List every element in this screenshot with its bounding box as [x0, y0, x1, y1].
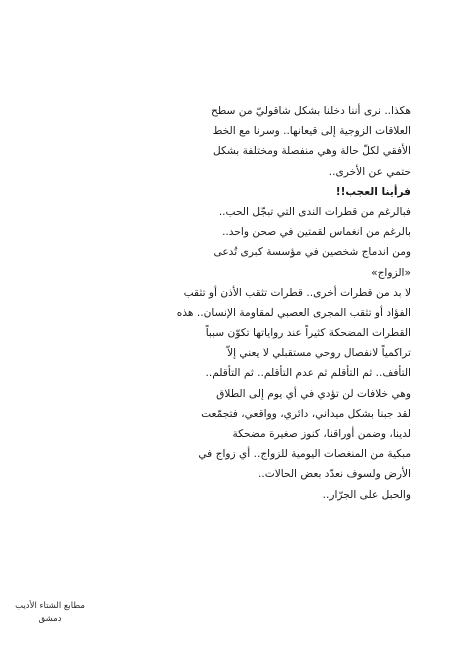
text-line: وهي خلافات لن تؤدي في أي يوم إلى الطلاق — [216, 387, 411, 400]
text-line: الفؤاد أو تثقب المجرى العصبي لمقاومة الإنسان.. هذه — [176, 306, 411, 319]
text-line: تراكمياً لانفصال روحي مستقبلي لا يعني إلاّ — [227, 347, 411, 360]
text-line: والحبل على الجرّار.. — [322, 488, 411, 501]
text-line: الأرض ولسوف نعدّد بعض الحالات.. — [258, 468, 411, 481]
text-line: لقد جبنا بشكل ميداني، دائري، وواقعي، فتجمّعت — [201, 407, 411, 420]
printer-footer — [0, 600, 100, 626]
body-text — [39, 101, 411, 505]
printer-city: دمشق — [38, 614, 62, 624]
text-line: بالرغم من انغماس لقمتين في صحن واحد.. — [222, 226, 411, 239]
text-line: لدينا، وضمن أوراقنا، كنوز صغيرة مضحكة — [232, 428, 411, 440]
text-line: «الزواج» — [371, 266, 411, 279]
text-line: حتمي عن الأخرى.. — [328, 165, 411, 178]
text-line: العلاقات الزوجية إلى قيعانها.. وسرنا مع الخط — [212, 125, 411, 138]
text-line: هكذا.. نرى أننا دخلنا بشكل شاقوليّ من سطح — [211, 105, 411, 117]
text-line: فرأينا العجب!! — [335, 185, 411, 198]
text-line: لا بد من قطرات أخرى.. قطرات تثقب الأذن أو تثقب — [183, 286, 411, 299]
printer-name: مطابع الشتاء الأديب — [15, 601, 85, 611]
text-line: القطرات المضحكة كثيراً عند رواياتها تكوّن سبباً — [205, 327, 411, 340]
text-line: مبكية من المنغصات اليومية للزواج.. أي زواج في — [198, 448, 411, 461]
text-line: ومن اندماج شخصين في مؤسسة كبرى تُدعى — [213, 246, 411, 259]
text-line: فبالرغم من قطرات الندى التي تبجّل الحب.. — [218, 205, 411, 218]
text-line: الأفقي لكلّ حالة وهي منفصلة ومختلفة بشكل — [212, 145, 411, 158]
text-line: التأفف.. ثم التأقلم ثم عدم التأقلم.. ثم التأقلم.. — [205, 367, 411, 380]
